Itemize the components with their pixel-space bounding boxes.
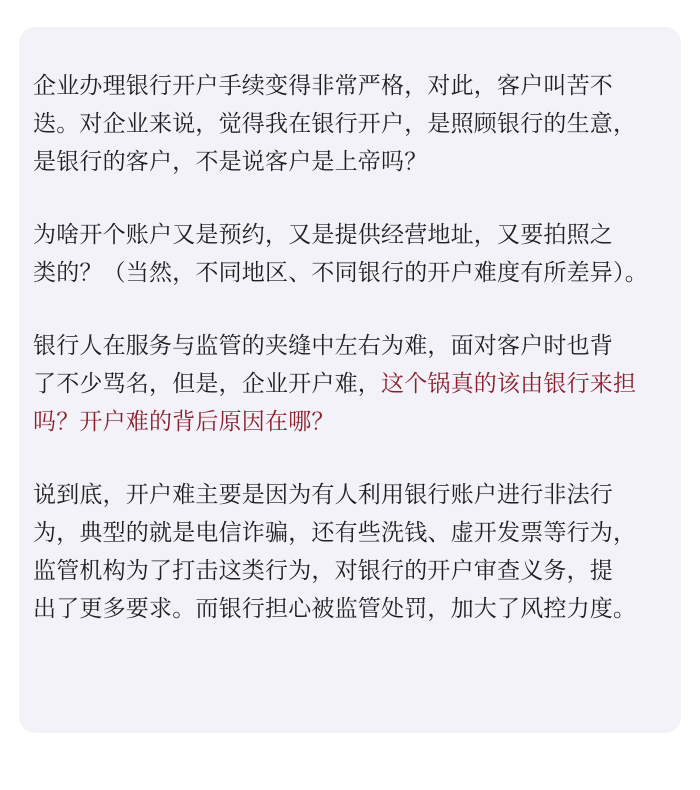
text-line — [33, 476, 669, 514]
text-run: 为，典型的就是电信诈骗，还有些洗钱、虚开发票等行为， — [33, 520, 637, 546]
paragraph-2 — [33, 216, 669, 292]
paragraph-1 — [33, 67, 669, 181]
text-line — [33, 365, 669, 403]
article-card — [19, 27, 681, 733]
text-run: 说到底，开户难主要是因为有人利用银行账户进行非法行 — [33, 482, 613, 508]
text-run: 监管机构为了打击这类行为，对银行的开户审查义务，提 — [33, 558, 613, 584]
text-run: 迭。对企业来说，觉得我在银行开户，是照顾银行的生意， — [33, 111, 637, 137]
text-line — [33, 552, 669, 590]
text-line — [33, 327, 669, 365]
text-run: 为啥开个账户又是预约，又是提供经营地址，又要拍照之 — [33, 222, 613, 248]
highlighted-text: 吗？开户难的背后原因在哪？ — [33, 409, 335, 435]
paragraph-3 — [33, 327, 669, 441]
text-run: 了不少骂名，但是，企业开户难， — [33, 371, 381, 397]
text-line — [33, 403, 669, 441]
text-run: 银行人在服务与监管的夹缝中左右为难，面对客户时也背 — [33, 333, 613, 359]
highlighted-text: 这个锅真的该由银行来担 — [381, 371, 637, 397]
text-line — [33, 105, 669, 143]
text-line — [33, 254, 669, 292]
text-line — [33, 514, 669, 552]
text-line — [33, 590, 669, 628]
text-run: 出了更多要求。而银行担心被监管处罚，加大了风控力度。 — [33, 596, 637, 622]
paragraph-4 — [33, 476, 669, 628]
text-run: 类的？（当然，不同地区、不同银行的开户难度有所差异）。 — [33, 260, 648, 286]
text-line — [33, 143, 669, 181]
text-run: 是银行的客户，不是说客户是上帝吗？ — [33, 149, 428, 175]
text-run: 企业办理银行开户手续变得非常严格，对此，客户叫苦不 — [33, 73, 613, 99]
text-line — [33, 216, 669, 254]
text-line — [33, 67, 669, 105]
